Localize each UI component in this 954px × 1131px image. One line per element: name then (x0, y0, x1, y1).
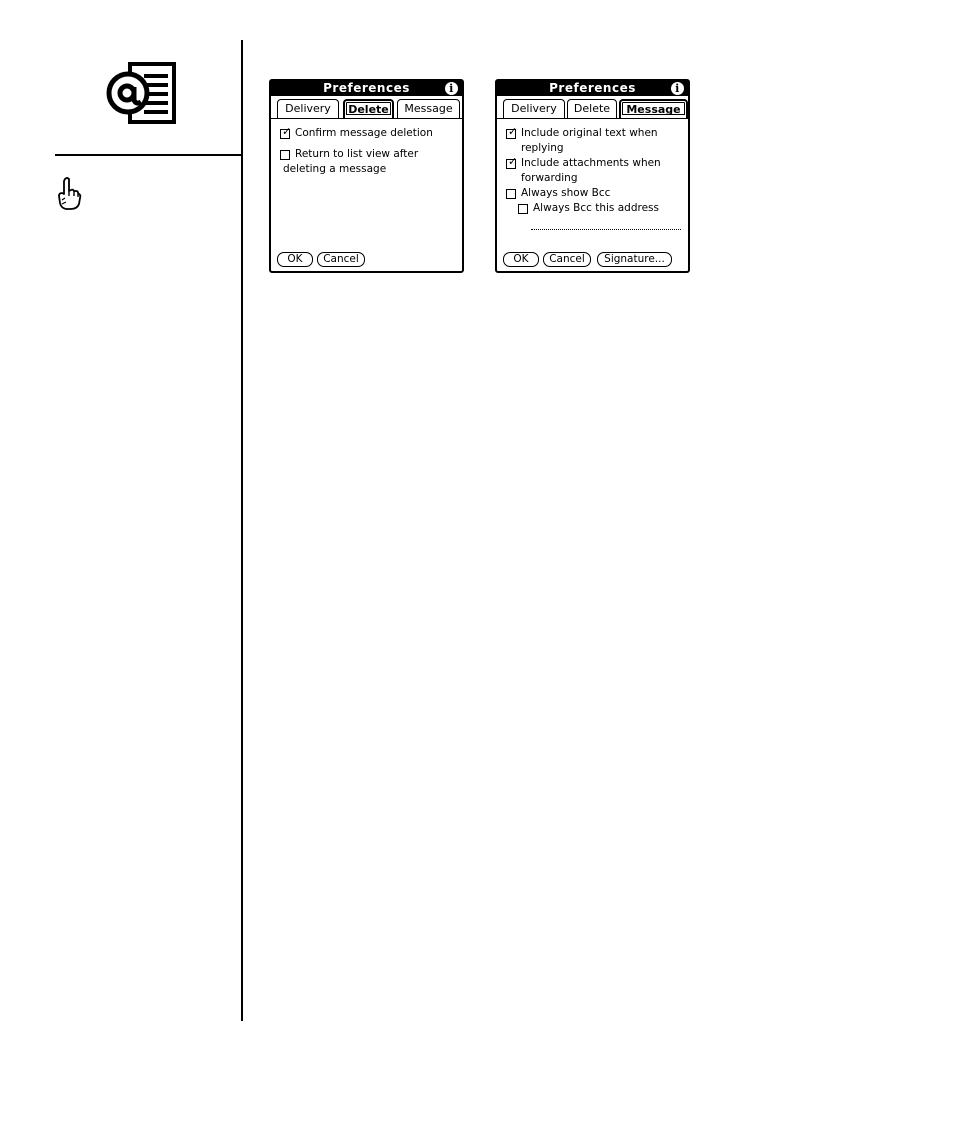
vertical-rule (241, 40, 243, 1021)
tab-delivery[interactable]: Delivery (277, 99, 339, 118)
tab-delivery[interactable]: Delivery (503, 99, 565, 118)
return-to-list-option[interactable] (280, 147, 460, 177)
tab-message[interactable]: Message (619, 99, 688, 118)
option-label: Confirm message deletion (295, 127, 433, 139)
checkmark-icon: ✓ (508, 125, 518, 138)
option-label: Always show Bcc (521, 187, 611, 199)
tab-delete[interactable]: Delete (343, 99, 394, 118)
option-label: Always Bcc this address (533, 202, 659, 214)
option-label-continued: replying (521, 142, 564, 154)
info-icon[interactable]: i (671, 82, 684, 95)
return-to-list-checkbox[interactable] (280, 150, 290, 160)
dialog-title-bar (497, 81, 688, 96)
include-original-checkbox[interactable] (506, 125, 518, 139)
ok-button[interactable]: OK (503, 252, 539, 267)
dialog-title: Preferences (323, 81, 410, 95)
pointing-hand-icon (56, 176, 82, 210)
always-show-bcc-checkbox[interactable] (506, 189, 516, 199)
option-label: Include attachments when (521, 157, 661, 169)
horizontal-rule (55, 154, 241, 156)
ok-button[interactable]: OK (277, 252, 313, 267)
always-show-bcc-option[interactable] (506, 186, 686, 201)
tab-delete[interactable]: Delete (567, 99, 617, 118)
preferences-dialog-message (495, 79, 690, 273)
include-attachments-checkbox[interactable] (506, 155, 518, 169)
always-bcc-address-checkbox[interactable] (518, 204, 528, 214)
preferences-dialog-delete (269, 79, 464, 273)
dialog-title-bar (271, 81, 462, 96)
cancel-button[interactable]: Cancel (317, 252, 365, 267)
option-label-continued: deleting a message (283, 163, 387, 175)
signature-button[interactable]: Signature... (597, 252, 672, 267)
confirm-deletion-option[interactable] (280, 126, 460, 141)
tab-divider (497, 118, 688, 119)
always-bcc-address-option[interactable] (518, 201, 683, 216)
tab-divider (271, 118, 462, 119)
option-label: Return to list view after (295, 148, 419, 160)
bcc-address-field[interactable] (531, 229, 681, 230)
confirm-deletion-checkbox[interactable] (280, 125, 292, 139)
checkmark-icon: ✓ (508, 155, 518, 168)
checkmark-icon: ✓ (282, 125, 292, 138)
email-document-icon (106, 62, 178, 126)
dialog-title: Preferences (549, 81, 636, 95)
include-original-option[interactable] (506, 126, 686, 156)
option-label-continued: forwarding (521, 172, 578, 184)
info-icon[interactable]: i (445, 82, 458, 95)
cancel-button[interactable]: Cancel (543, 252, 591, 267)
include-attachments-option[interactable] (506, 156, 686, 186)
option-label: Include original text when (521, 127, 658, 139)
tab-message[interactable]: Message (397, 99, 460, 118)
